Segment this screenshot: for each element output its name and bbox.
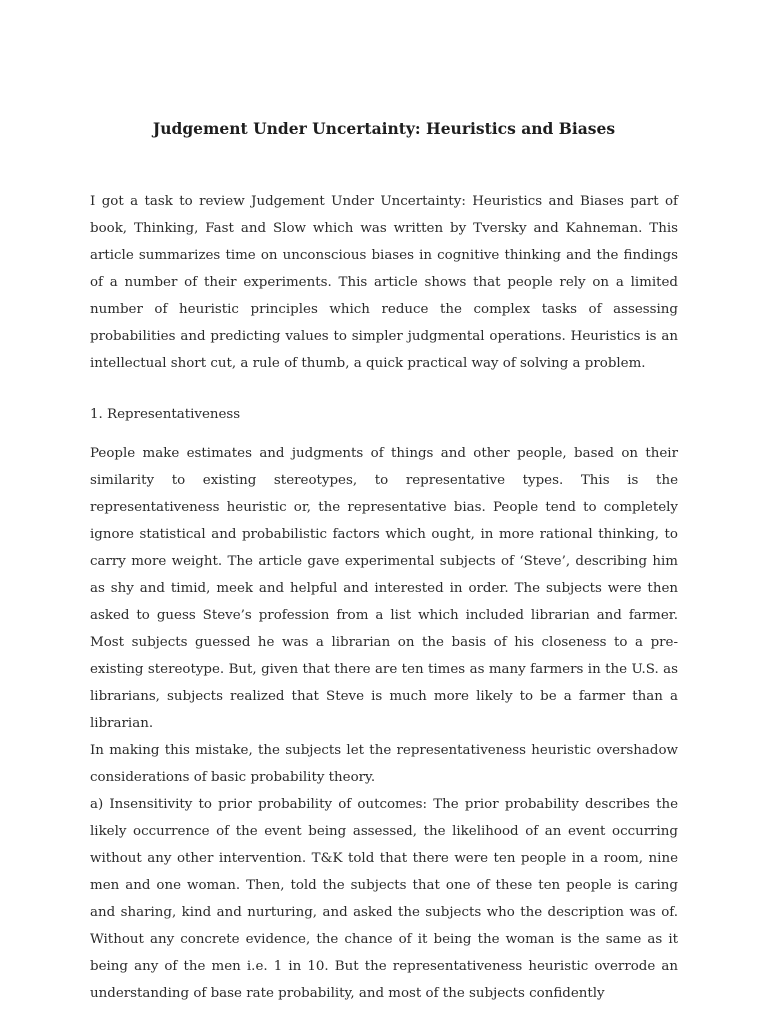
section-heading: 1. Representativeness [90,407,241,422]
body-paragraph: In making this mistake, the subjects let the representativeness heuristic overshadow considerations of basic probability theory. [90,743,678,785]
intro-paragraph: I got a task to review Judgement Under Uncertainty: Heuristics and Biases part of book, Thinking, Fast and Slow which was written by Tversky and Kahneman. This article summarizes time on unconscious biases in cognitive thinking and the findings of a number of their experiments. This article shows that people rely on a limited number of heuristic principles which reduce the complex tasks of assessing probabilities and predicting values to simpler judgmental operations. Heuristics is an intellectual short cut, a rule of thumb, a quick practical way of solving a problem. [90,194,678,371]
document-title: Judgement Under Uncertainty: Heuristics and Biases [152,119,616,138]
body-paragraph: People make estimates and judgments of things and other people, based on their similarity to existing stereotypes, to representative types. This is the representativeness heuristic or, the representative bias. People tend to completely ignore statistical and probabilistic factors which ought, in more rational thinking, to carry more weight. The article gave experimental subjects of ‘Steve’, describing him as shy and timid, meek and helpful and interested in order. The subjects were then asked to guess Steve’s profession from a list which included librarian and farmer. Most subjects guessed he was a librarian on the basis of his closeness to a pre-existing stereotype. But, given that there are ten times as many farmers in the U.S. as librarians, subjects realized that Steve is much more likely to be a farmer than a librarian. [90,446,678,731]
body-paragraph: a) Insensitivity to prior probability of outcomes: The prior probability describes the likely occurrence of the event being assessed, the likelihood of an event occurring without any other intervention. T&K told that there were ten people in a room, nine men and one woman. Then, told the subjects that one of these ten people is caring and sharing, kind and nurturing, and asked the subjects who the description was of. Without any concrete evidence, the chance of it being the woman is the same as it being any of the men i.e. 1 in 10. But the representativeness heuristic overrode an understanding of base rate probability, and most of the subjects confidently [90,797,678,1001]
